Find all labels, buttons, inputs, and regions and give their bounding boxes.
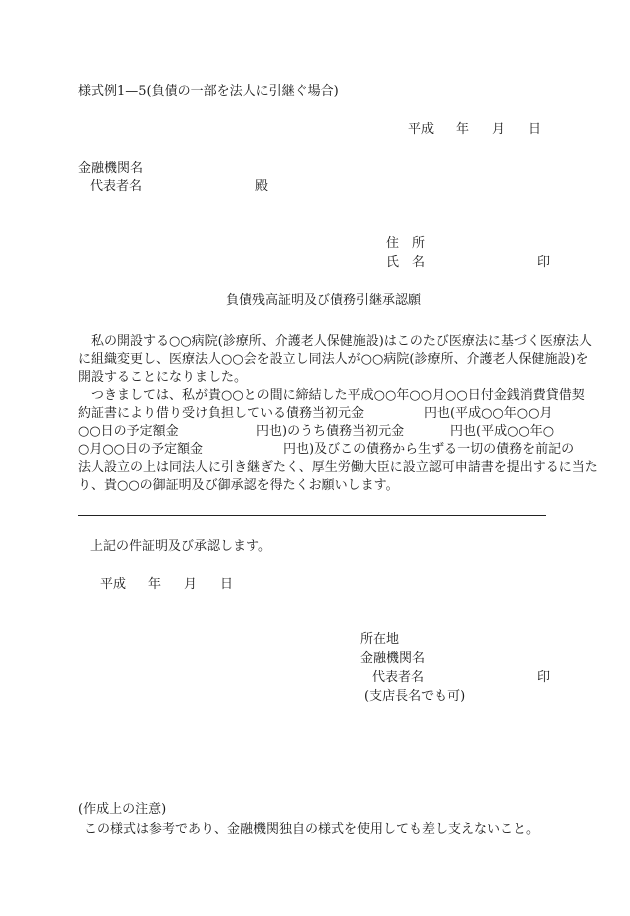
footer-date-era: 平成 — [100, 577, 127, 592]
body-text: に組織変更し、医療法人○○会を設立し同法人が○○病院(診療所、介護老人保健施設)を — [78, 352, 589, 367]
date-era: 平成 — [408, 122, 435, 137]
body-text: 円也(平成○○年○○月 — [424, 406, 553, 421]
notes-text: この様式は参考であり、金融機関独自の様式を使用しても差し支えないこと。 — [84, 822, 540, 837]
body-line — [78, 406, 553, 421]
body-text: つきましては、私が貴○○との間に締結した平成○○年○○月○○日付金銭消費貸借契 — [78, 388, 585, 403]
document-title: 負債残高証明及び債務引継承認願 — [226, 293, 422, 308]
body-text: 円也)のうち債務当初元金 — [256, 424, 405, 439]
body-text: 法人設立の上は同法人に引き継ぎたく、厚生労働大臣に設立認可申請書を提出するに当た — [78, 460, 598, 475]
body-line — [78, 371, 546, 385]
notes-heading: (作成上の注意) — [78, 802, 167, 817]
footer-date-year: 年 — [148, 577, 162, 592]
body-text: 開設することになりました。 — [78, 370, 248, 385]
body-line — [78, 388, 585, 403]
applicant-address-label: 住 所 — [386, 236, 426, 251]
body-line — [78, 334, 592, 349]
certifier-branch-note: (支店長名でも可) — [364, 689, 466, 704]
body-line — [78, 424, 555, 439]
body-text: ○月○○日の予定額金 — [78, 442, 204, 457]
form-label: 様式例1—5(負債の一部を法人に引継ぐ場合) — [78, 84, 339, 99]
date-day: 日 — [528, 122, 542, 137]
certifier-representative-label: 代表者名 — [372, 670, 425, 685]
footer-date-month: 月 — [184, 577, 198, 592]
body-text: 円也)及びこの債務から生ずる一切の債務を前記の — [283, 442, 575, 457]
footer-date-day: 日 — [220, 577, 234, 592]
body-text: 約証書により借り受け負担している債務当初元金 — [78, 406, 365, 421]
certifier-seal: 印 — [537, 670, 551, 685]
body-line — [78, 352, 589, 367]
body-line — [78, 442, 575, 457]
section-divider — [78, 515, 546, 516]
addressee-institution: 金融機関名 — [78, 161, 144, 176]
body-text: ○○日の予定額金 — [78, 424, 179, 439]
certifier-institution-label: 金融機関名 — [360, 651, 426, 666]
applicant-name-label: 氏 名 — [386, 255, 426, 270]
date-month: 月 — [492, 122, 506, 137]
certifier-location-label: 所在地 — [360, 632, 400, 647]
body-text: 私の開設する○○病院(診療所、介護老人保健施設)はこのたび医療法に基づく医療法人 — [78, 334, 592, 349]
addressee-representative: 代表者名 — [90, 179, 143, 194]
body-line — [78, 460, 598, 475]
approval-text: 上記の件証明及び承認します。 — [90, 539, 271, 554]
body-line — [78, 479, 546, 493]
body-text: り、貴○○の御証明及び御承認を得たくお願いします。 — [78, 478, 399, 493]
body-text: 円也(平成○○年○ — [450, 424, 555, 439]
addressee-honorific: 殿 — [255, 179, 269, 194]
date-year: 年 — [456, 122, 470, 137]
applicant-seal: 印 — [537, 255, 551, 270]
